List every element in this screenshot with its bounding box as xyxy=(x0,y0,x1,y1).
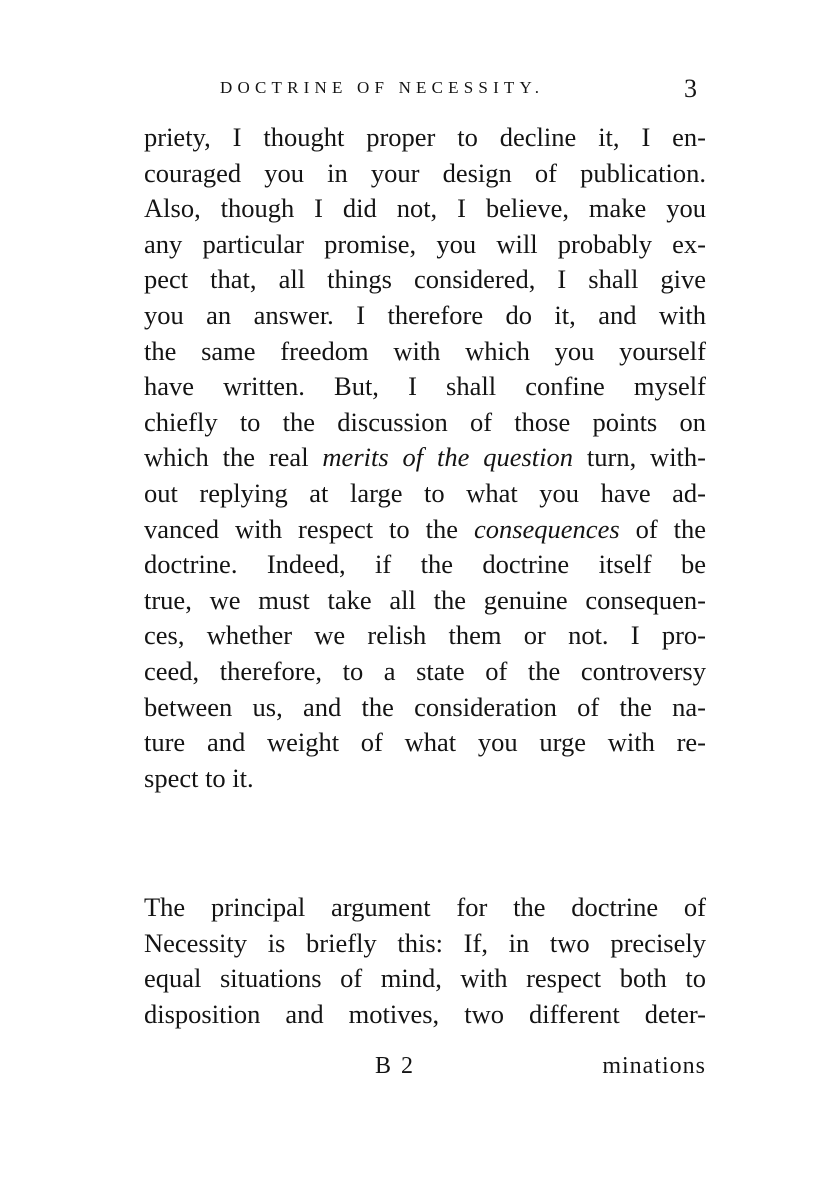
running-head-title: DOCTRINE OF NECESSITY. xyxy=(220,78,545,97)
italic-phrase: consequences xyxy=(473,513,620,544)
text-line: true, we must take all the genuine consequen- xyxy=(144,584,706,615)
text-line: priety, I thought proper to decline it, I en- xyxy=(144,122,706,152)
running-head xyxy=(0,74,840,104)
text-line: couraged you in your design of publication. xyxy=(144,157,706,188)
text-line: Also, though I did not, I believe, make you xyxy=(144,193,706,224)
text-line: pect that, all things considered, I shall give xyxy=(144,264,706,295)
text-line: between us, and the consideration of the na- xyxy=(144,691,706,722)
text-line: you an answer. I therefore do it, and with xyxy=(144,299,706,330)
text-line: equal situations of mind, with respect both to xyxy=(144,963,706,994)
text-line: spect to it. xyxy=(144,762,254,793)
text-line: disposition and motives, two different deter- xyxy=(144,998,706,1029)
text-line: the same freedom with which you yourself xyxy=(144,335,706,366)
text-line: doctrine. Indeed, if the doctrine itself be xyxy=(144,549,706,580)
paragraph xyxy=(144,890,706,1032)
text-line: Necessity is briefly this: If, in two precisely xyxy=(144,927,706,958)
text-line: ceed, therefore, to a state of the controversy xyxy=(144,655,706,686)
text-line: ture and weight of what you urge with re- xyxy=(144,727,706,758)
catchword: minations xyxy=(602,1053,706,1079)
text-line: have written. But, I shall confine myself xyxy=(144,371,706,402)
text-line: vanced with respect to the consequences of the xyxy=(144,513,707,544)
signature-mark: B 2 xyxy=(375,1053,416,1079)
text-line: The principal argument for the doctrine of xyxy=(144,892,706,922)
text-line: out replying at large to what you have ad- xyxy=(144,477,706,508)
page-number: 3 xyxy=(684,74,697,103)
page-footer xyxy=(0,1053,840,1087)
italic-phrase: merits of the question xyxy=(322,442,574,473)
text-line: chiefly to the discussion of those points on xyxy=(144,406,706,437)
text-line: which the real merits of the question turn, with- xyxy=(144,442,706,473)
text-line: ces, whether we relish them or not. I pro- xyxy=(144,620,706,651)
text-line: any particular promise, you will probably ex- xyxy=(144,228,706,259)
paragraph xyxy=(144,120,706,796)
